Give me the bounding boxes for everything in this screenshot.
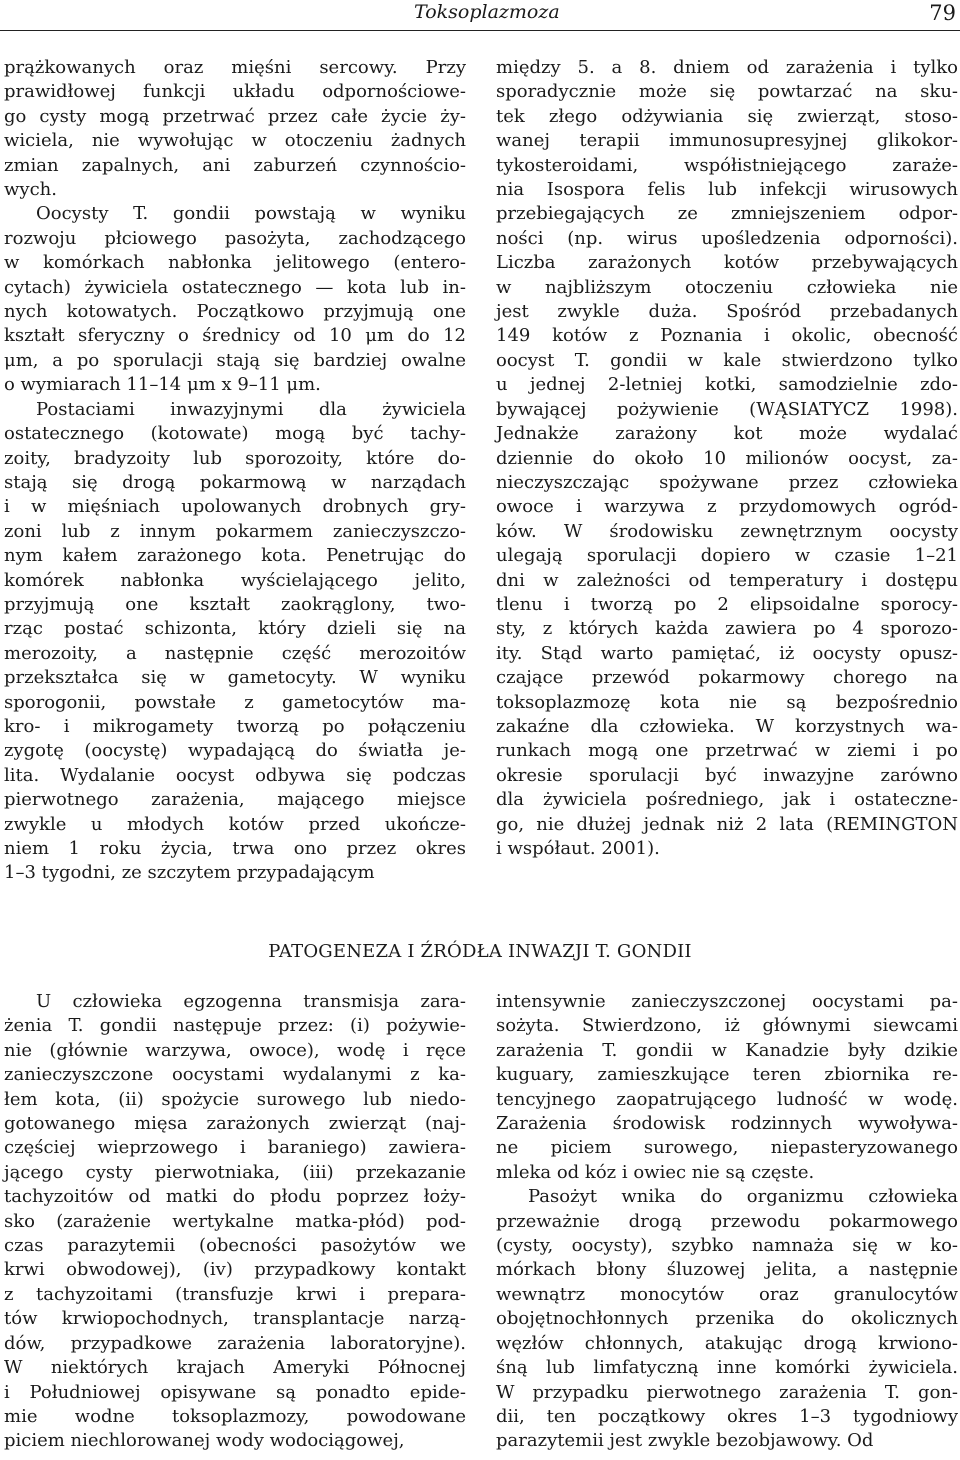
text-line: zarażenia T. gondii w Kanadzie były dzikie: [496, 1039, 958, 1061]
text-line: i w mięśniach upolowanych drobnych gry-: [4, 496, 466, 518]
text-line: kro- i mikrogamety tworzą po połączeniu: [4, 715, 466, 737]
text-line: jest zwykle duża. Spośród przebadanych: [496, 301, 958, 323]
text-line: rozwoju płciowego pasożyta, zachodzącego: [4, 227, 466, 249]
text-line: dii, ten początkowy okres 1–3 tygodniowy: [496, 1405, 958, 1427]
text-line: kuguary, zamieszkujące teren zbiornika re-: [496, 1064, 958, 1086]
text-line: merozoity, a następnie część merozoitów: [4, 642, 466, 664]
running-header: [0, 0, 960, 31]
text-line: Liczba zarażonych kotów przebywających: [496, 252, 958, 274]
text-line: i współaut. 2001).: [496, 838, 660, 859]
text-line: 1–3 tygodni, ze szczytem przypadającym: [4, 862, 375, 884]
text-line: sko (zarażenie wertykalne matka-płód) pod-: [4, 1210, 466, 1232]
text-line: Postaciami inwazyjnymi dla żywiciela: [36, 398, 466, 420]
text-column-right-top: [496, 56, 958, 861]
text-line: tlenu i tworzą po 2 elipsoidalne sporocy-: [496, 593, 958, 615]
text-line: łem kota, (ii) spożycie surowego lub niedo-: [4, 1088, 466, 1110]
text-line: przyjmują one kształt zaokrąglony, two-: [4, 593, 466, 615]
text-line: W przypadku pierwotnego zarażenia T. gon-: [496, 1381, 958, 1403]
text-line: oocyst T. gondii w kale stwierdzono tylko: [496, 349, 958, 371]
text-line: zoity, bradyzoity lub sporozoity, które do-: [4, 447, 466, 469]
text-line: dni w zależności od temperatury i dostępu: [496, 569, 958, 591]
text-line: dów, przypadkowe zarażenia laboratoryjne).: [4, 1332, 466, 1354]
text-line: o wymiarach 11–14 μm x 9–11 μm.: [4, 374, 321, 396]
text-line: Pasożyt wnika do organizmu człowieka: [528, 1186, 958, 1208]
text-line: okresie sporulacji być inwazyjne zarówno: [496, 764, 958, 786]
text-line: jącego cysty pierwotniaka, (iii) przekazanie: [4, 1161, 466, 1183]
text-line: rząc postać schizonta, który dzieli się na: [4, 618, 466, 640]
text-line: mórkach błony śluzowej jelita, a następnie: [496, 1259, 958, 1281]
text-line: w najbliższym otoczeniu człowieka nie: [496, 276, 958, 298]
text-line: parazytemii jest zwykle bezobjawowy. Od: [496, 1430, 874, 1452]
text-line: w komórkach nabłonka jelitowego (entero-: [4, 252, 466, 274]
text-column-left-bottom: [4, 990, 466, 1454]
text-line: nieczyszczając spożywane przez człowieka: [496, 471, 958, 493]
text-line: czające przewód pokarmowy chorego na: [496, 667, 958, 689]
text-line: sporogonii, powstałe z gametocytów ma-: [4, 691, 466, 713]
text-line: Oocysty T. gondii powstają w wyniku: [36, 203, 466, 225]
text-line: nych kotowatych. Początkowo przyjmują one: [4, 301, 466, 323]
text-line: kształt sferyczny o średnicy od 10 μm do 12: [4, 325, 466, 347]
text-line: żenia T. gondii następuje przez: (i) pożywie-: [4, 1015, 466, 1037]
text-line: piciem niechlorowanej wody wodociągowej,: [4, 1430, 405, 1452]
text-line: (cysty, oocysty), szybko namnaża się w ko-: [496, 1235, 958, 1257]
text-line: zygotę (oocystę) wypadającą do światła je-: [4, 740, 466, 762]
text-column-left-top: [4, 56, 466, 886]
text-line: zmian zapalnych, ani zaburzeń czynnościo-: [4, 154, 466, 176]
text-line: lita. Wydalanie oocyst odbywa się podczas: [4, 764, 466, 786]
text-line: nia Isospora felis lub infekcji wirusowych: [496, 179, 958, 201]
text-line: czas parazytemii (obecności pasożytów we: [4, 1235, 466, 1257]
text-line: częściej wieprzowego i baraniego) zawiera-: [4, 1137, 466, 1159]
text-line: zoni lub z innym pokarmem zanieczyszczo-: [4, 520, 466, 542]
text-line: wewnątrz monocytów oraz granulocytów: [496, 1283, 958, 1305]
text-line: intensywnie zanieczyszczonej oocystami pa-: [496, 991, 958, 1012]
text-line: gotowanego mięsa zarażonych zwierząt (naj-: [4, 1113, 466, 1135]
text-line: z tachyzoitami (transfuzje krwi i prepara-: [4, 1283, 466, 1305]
text-line: węzłów chłonnych, atakując drogą krwiono-: [496, 1332, 958, 1354]
text-line: runkach mogą one przetrwać w ziemi i po: [496, 740, 958, 762]
text-line: ity. Stąd warto pamiętać, iż oocysty opusz-: [496, 642, 958, 664]
text-line: zakaźne dla człowieka. W korzystnych wa-: [496, 715, 958, 737]
section-heading: PATOGENEZA I ŹRÓDŁA INWAZJI T. GONDII: [268, 941, 692, 962]
text-line: owoce i warzywa z przydomowych ogród-: [496, 496, 958, 518]
text-line: pierwotnego zarażenia, mającego miejsce: [4, 789, 466, 811]
text-line: toksoplazmozę kota nie są bezpośrednio: [496, 691, 958, 713]
text-line: tek złego odżywiania się zwierząt, stoso-: [496, 105, 958, 127]
text-line: go, nie dłużej jednak niż 2 lata (REMINGTON: [496, 813, 958, 835]
text-line: 149 kotów z Poznania i okolic, obecność: [496, 325, 958, 347]
text-line: U człowieka egzogenna transmisja zara-: [36, 991, 466, 1012]
text-line: ności (np. wirus upośledzenia odporności).: [496, 227, 958, 249]
text-line: komórek nabłonka wyścielającego jelito,: [4, 569, 466, 591]
text-line: tachyzoitów od matki do płodu poprzez łoży-: [4, 1186, 466, 1208]
text-line: nym kałem zarażonego kota. Penetrując do: [4, 545, 466, 567]
text-line: i Południowej opisywane są ponadto epide-: [4, 1381, 466, 1403]
text-line: przebiegających ze zmniejszeniem odpor-: [496, 203, 958, 225]
page-number: 79: [929, 1, 956, 25]
text-line: śną lub limfatyczną inne komórki żywiciela.: [496, 1357, 958, 1379]
text-line: go cysty mogą przetrwać przez całe życie ży-: [4, 105, 466, 127]
text-line: przekształca się w gametocyty. W wyniku: [4, 667, 466, 689]
text-line: tykosteroidami, współistniejącego zaraże-: [496, 154, 958, 176]
text-line: ostatecznego (kotowate) mogą być tachy-: [4, 423, 466, 445]
text-line: krwi obwodowej), (iv) przypadkowy kontakt: [4, 1259, 466, 1281]
text-line: między 5. a 8. dniem od zarażenia i tylko: [496, 57, 958, 78]
text-line: mleka od kóz i owiec nie są częste.: [496, 1161, 815, 1183]
running-title: Toksoplazmoza: [414, 1, 560, 23]
text-line: tencyjnego zaopatrującego ludność w wodę.: [496, 1088, 958, 1110]
text-line: niem 1 roku życia, trwa ono przez okres: [4, 838, 466, 859]
text-line: wiciela, nie wywołując w otoczeniu żadnych: [4, 130, 466, 152]
text-line: W niektórych krajach Ameryki Północnej: [4, 1357, 466, 1379]
text-line: u jednej 2-letniej kotki, samodzielnie zdo-: [496, 374, 958, 396]
text-line: μm, a po sporulacji stają się bardziej owalne: [4, 349, 466, 371]
text-line: zanieczyszczone oocystami wydalanymi z ka-: [4, 1064, 466, 1086]
text-line: sożyta. Stwierdzono, iż głównymi siewcami: [496, 1015, 958, 1037]
text-line: prążkowanych oraz mięśni sercowy. Przy: [4, 57, 466, 78]
text-line: wych.: [4, 179, 57, 201]
text-line: sporadycznie może się powtarzać na sku-: [496, 81, 958, 103]
text-line: tów krwiopochodnych, transplantacje narzą-: [4, 1308, 466, 1330]
text-line: ulegają sporulacji dopiero w czasie 1–21: [496, 545, 958, 567]
text-line: przeważnie drogą przewodu pokarmowego: [496, 1210, 958, 1232]
text-line: cytach) żywiciela ostatecznego — kota lub in-: [4, 276, 466, 298]
text-column-right-bottom: [496, 990, 958, 1454]
text-line: ne piciem surowego, niepasteryzowanego: [496, 1137, 958, 1159]
text-line: nie (głównie warzywa, owoce), wodę i ręce: [4, 1039, 466, 1061]
text-line: ków. W środowisku zewnętrznym oocysty: [496, 520, 958, 542]
text-line: prawidłowej funkcji układu odpornościowe-: [4, 81, 466, 103]
text-line: dziennie do około 10 milionów oocyst, za-: [496, 447, 958, 469]
text-line: dla żywiciela pośredniego, jak i ostateczne-: [496, 789, 958, 811]
text-line: wanej terapii immunosupresyjnej glikokor-: [496, 130, 958, 152]
text-line: sty, z których każda zawiera po 4 sporozo-: [496, 618, 958, 640]
text-line: Jednakże zarażony kot może wydalać: [496, 423, 958, 445]
text-line: bywającej pożywienie (WĄSIATYCZ 1998).: [496, 398, 958, 420]
text-line: stają się drogą pokarmową w narządach: [4, 471, 466, 493]
text-line: Zarażenia środowisk rodzinnych wywoływa-: [496, 1113, 958, 1135]
text-line: mie wodne toksoplazmozy, powodowane: [4, 1405, 466, 1427]
text-line: obojętnochłonnych przenika do okolicznych: [496, 1308, 958, 1330]
text-line: zwykle u młodych kotów przed ukończe-: [4, 813, 466, 835]
